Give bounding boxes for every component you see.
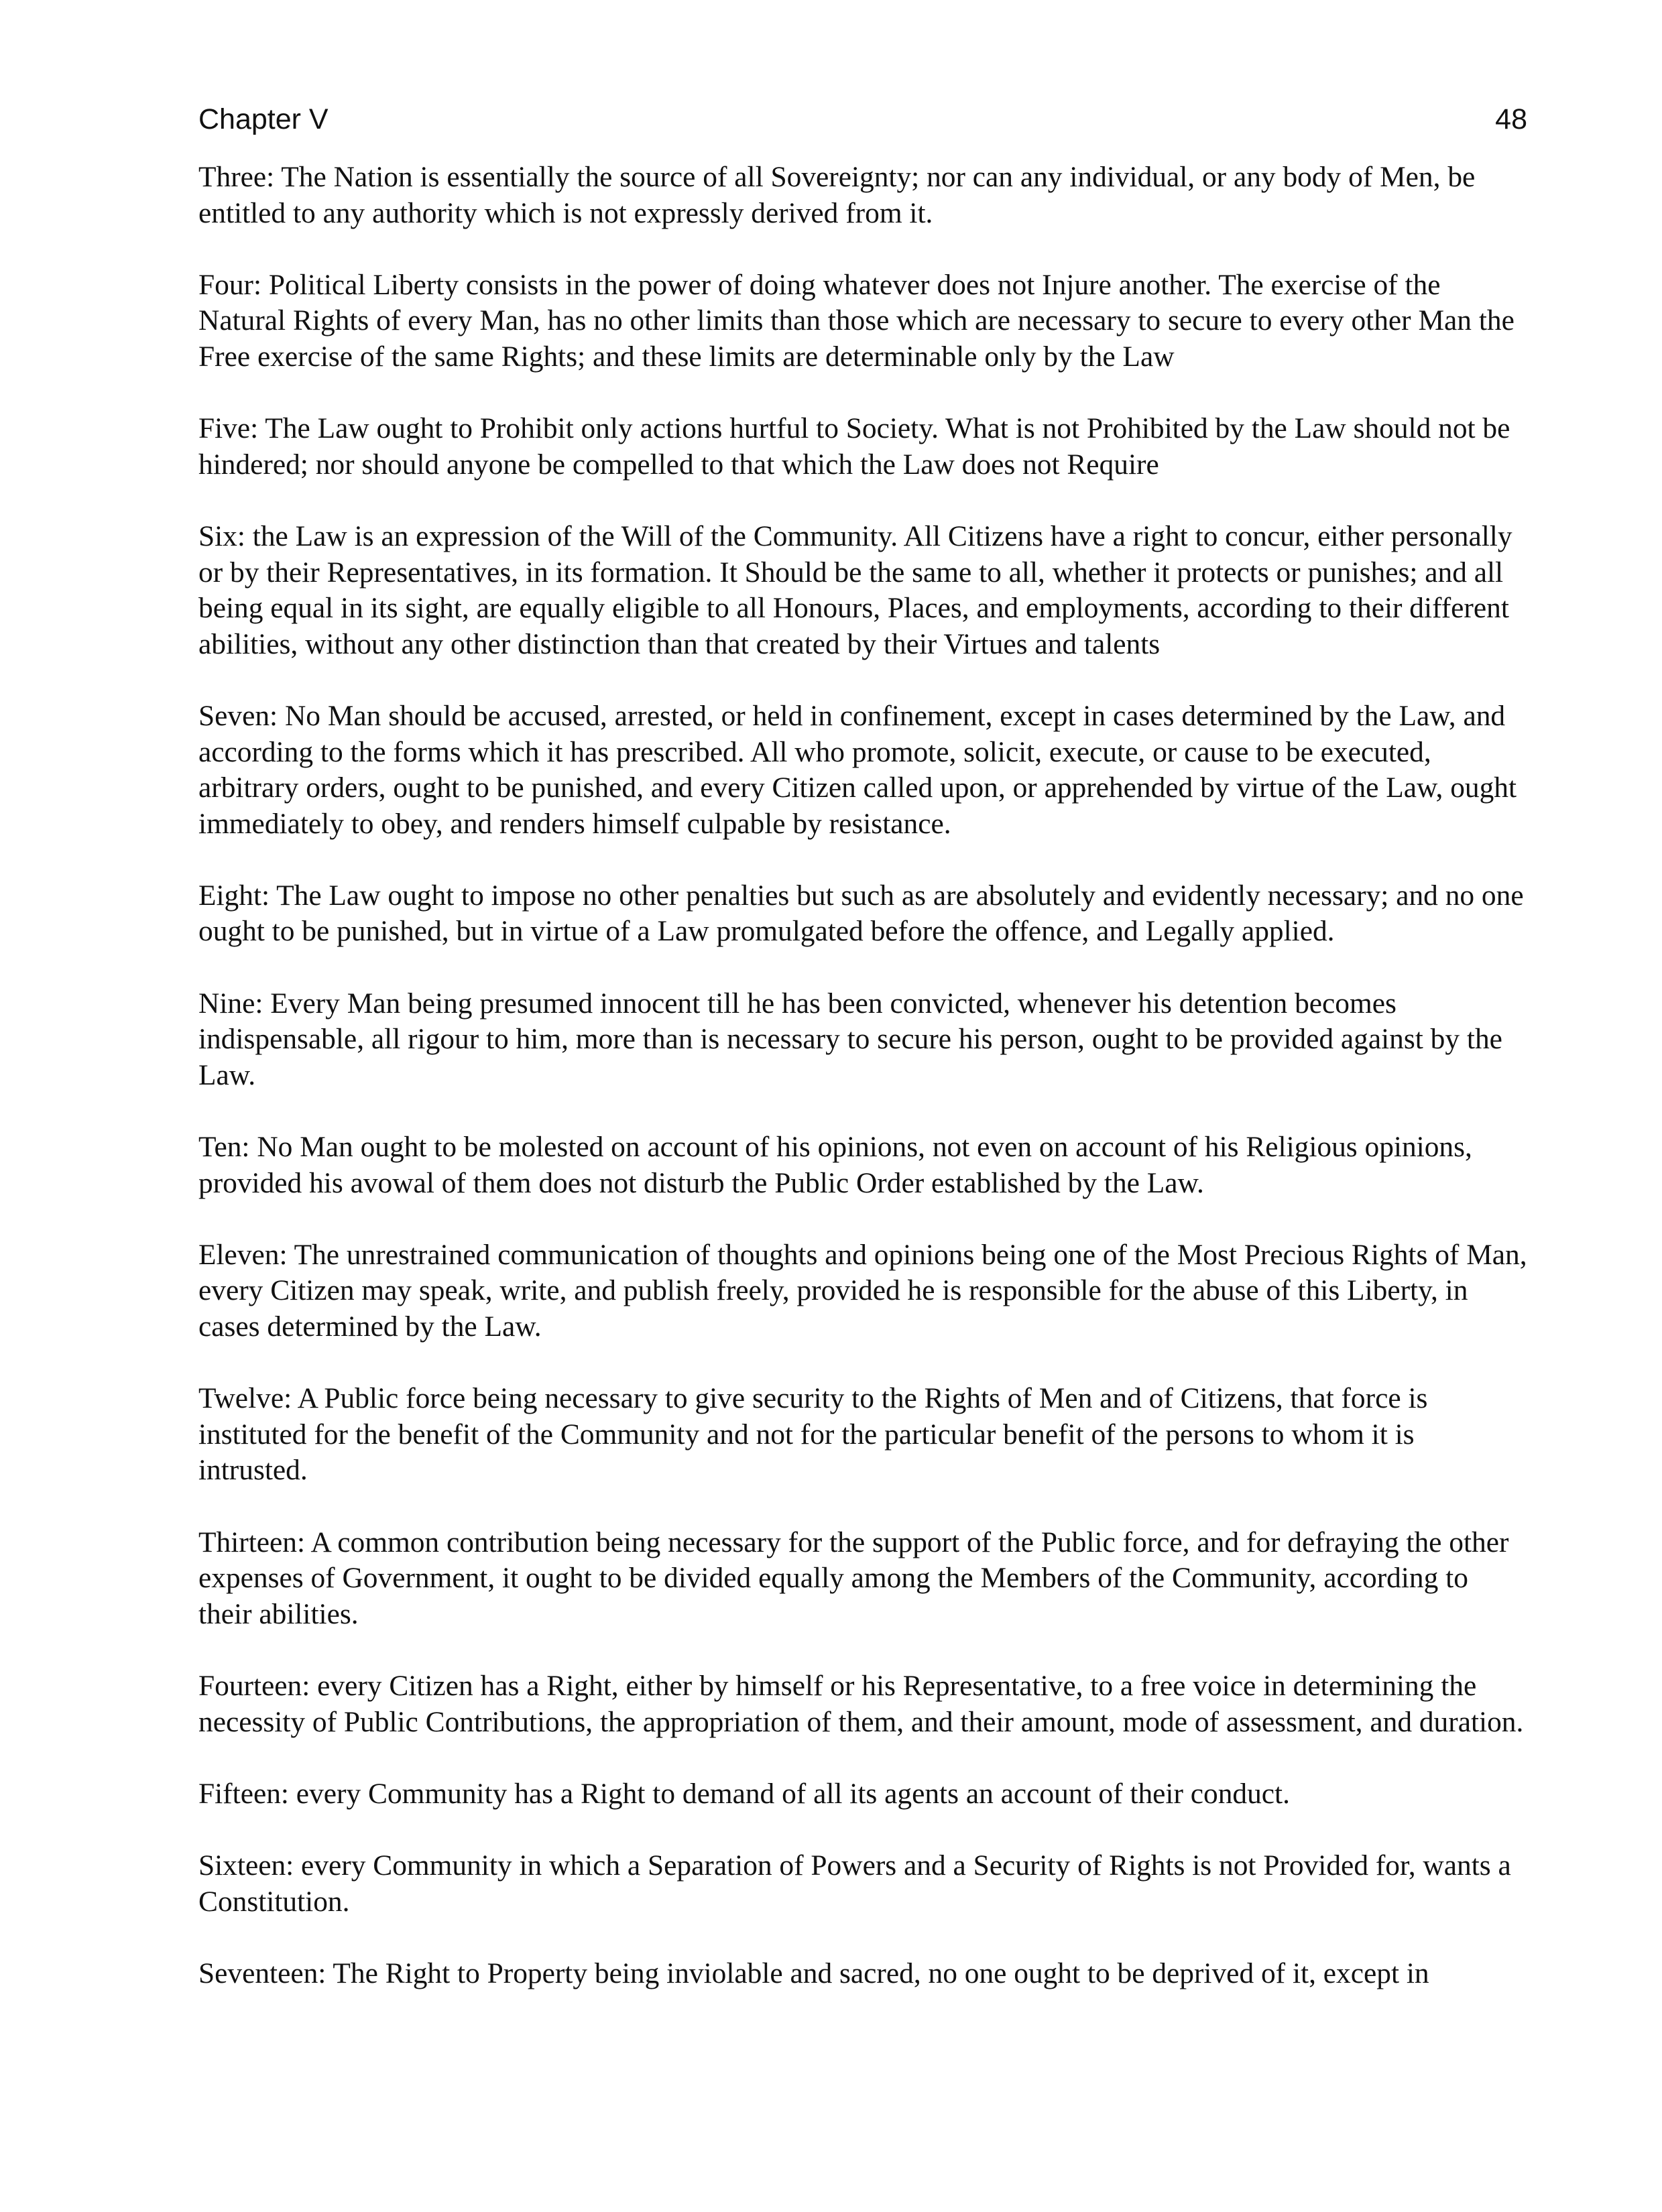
- chapter-title: Chapter V: [198, 103, 329, 135]
- paragraph-article-four: Four: Political Liberty consists in the power of doing whatever does not Injure another. The exercise of the Natural Rights of every Man, has no other limits than those which are necessary to secure to every other Man the Free exercise of the same Rights; and these limits are determinable only by the Law: [198, 268, 1515, 373]
- paragraph-article-six: Six: the Law is an expression of the Will of the Community. All Citizens have a right to concur, either personally or by their Representatives, in its formation. It Should be the same to all, whether it protects or punishes; and all being equal in its sight, are equally eligible to all Honours, Places, and employments, according to their different abilities, without any other distinction than that created by their Virtues and talents: [198, 519, 1512, 660]
- paragraph-article-ten: Ten: No Man ought to be molested on account of his opinions, not even on account of his Religious opinions, provided his avowal of them does not disturb the Public Order established by the Law.: [198, 1131, 1472, 1199]
- paragraph-article-seventeen: Seventeen: The Right to Property being inviolable and sacred, no one ought to be deprived of it, except in: [198, 1957, 1429, 1989]
- paragraph-article-sixteen: Sixteen: every Community in which a Separation of Powers and a Security of Rights is not Provided for, wants a Constitution.: [198, 1849, 1511, 1918]
- paragraph-article-fourteen: Fourteen: every Citizen has a Right, either by himself or his Representative, to a free voice in determining the necessity of Public Contributions, the appropriation of them, and their amount, mode of assessment, and duration.: [198, 1669, 1524, 1738]
- page-header: [198, 99, 1527, 139]
- paragraph-article-five: Five: The Law ought to Prohibit only actions hurtful to Society. What is not Prohibited by the Law should not be hindered; nor should anyone be compelled to that which the Law does not Require: [198, 412, 1510, 481]
- paragraph-article-thirteen: Thirteen: A common contribution being necessary for the support of the Public force, and for defraying the other expenses of Government, it ought to be divided equally among the Members of the Community, according to their abilities.: [198, 1526, 1509, 1630]
- paragraph-article-fifteen: Fifteen: every Community has a Right to demand of all its agents an account of their conduct.: [198, 1777, 1290, 1810]
- paragraph-article-nine: Nine: Every Man being presumed innocent till he has been convicted, whenever his detention becomes indispensable, all rigour to him, more than is necessary to secure his person, ought to be provided against by the Law.: [198, 987, 1502, 1091]
- paragraph-article-three: Three: The Nation is essentially the source of all Sovereignty; nor can any individual, or any body of Men, be entitled to any authority which is not expressly derived from it.: [198, 161, 1476, 229]
- page-number: 48: [1495, 103, 1527, 135]
- paragraph-article-eight: Eight: The Law ought to impose no other penalties but such as are absolutely and evidently necessary; and no one ought to be punished, but in virtue of a Law promulgated before the offence, and Legally applied.: [198, 879, 1524, 948]
- paragraph-article-eleven: Eleven: The unrestrained communication of thoughts and opinions being one of the Most Precious Rights of Man, every Citizen may speak, write, and publish freely, provided he is responsible for the abuse of this Liberty, in cases determined by the Law.: [198, 1238, 1527, 1343]
- paragraph-article-twelve: Twelve: A Public force being necessary to give security to the Rights of Men and of Citizens, that force is instituted for the benefit of the Community and not for the particular benefit of the persons to whom it is intrusted.: [198, 1382, 1428, 1487]
- paragraph-article-seven: Seven: No Man should be accused, arrested, or held in confinement, except in cases determined by the Law, and according to the forms which it has prescribed. All who promote, solicit, execute, or cause to be executed, arbitrary orders, ought to be punished, and every Citizen called upon, or apprehended by virtue of the Law, ought immediately to obey, and renders himself culpable by resistance.: [198, 699, 1517, 840]
- body-text: [198, 160, 1529, 2028]
